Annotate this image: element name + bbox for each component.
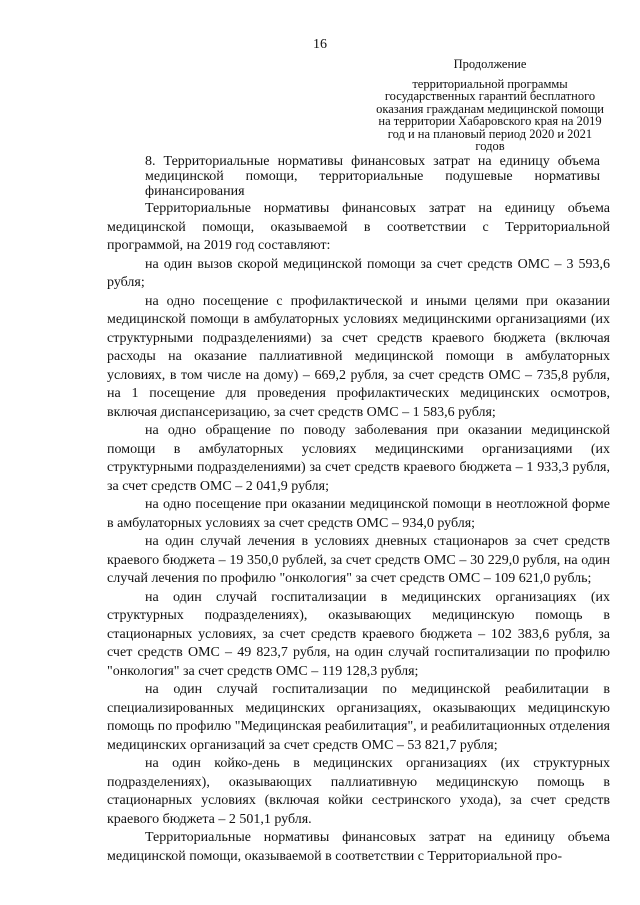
continuation-block [375, 58, 605, 153]
continuation-text: территориальной программы государственных гарантий бесплатного оказания гражданам медицинской помощи на территории Хабаровского края на 2019 год и на плановый период 2020 и 2021 годов [376, 76, 604, 153]
body-text [107, 200, 610, 866]
paragraph: на один койко-день в медицинских организациях (их структурных подразделениях), оказывающих паллиативную медицинскую помощь в стационарных условиях (включая койки сестринского ухода), за счет средств краевого бюджета – 2 501,1 рубля. [107, 756, 610, 827]
paragraph: Территориальные нормативы финансовых затрат на единицу объема медицинской помощи, оказываемой в соответствии с Территориальной программой, на 2019 год составляют: [107, 201, 610, 253]
paragraph: на один вызов скорой медицинской помощи за счет средств ОМС – 3 593,6 рубля; [107, 256, 610, 290]
section-heading: 8. Территориальные нормативы финансовых затрат на единицу объема медицинской помощи, территориальные подушевые нормативы финансирования [145, 154, 600, 199]
paragraph: на одно обращение по поводу заболевания при оказании медицинской помощи в амбулаторных условиях медицинскими организациями (их структурными подразделениями) за счет средств краевого бюджета – 1 933,3 рубля, за счет средств ОМС – 2 041,9 рубля; [107, 423, 610, 494]
paragraph: на один случай госпитализации в медицинских организациях (их структурных подразделениях), оказывающих медицинскую помощь в стационарных условиях, за счет средств краевого бюджета – 102 383,6 рубля, за счет средств ОМС – 49 823,7 рубля, на один случай госпитализации по профилю "онкология" за счет средств ОМС – 119 128,3 рубля; [107, 589, 610, 679]
paragraph: на один случай госпитализации по медицинской реабилитации в специализированных медицинских организациях, оказывающих медицинскую помощь по профилю "Медицинская реабилитация", и реабилитационных отделения медицинских организаций за счет средств ОМС – 53 821,7 рубля; [107, 682, 610, 753]
paragraph: на одно посещение при оказании медицинской помощи в неотложной форме в амбулаторных условиях за счет средств ОМС – 934,0 рубля; [107, 497, 610, 531]
paragraph: Территориальные нормативы финансовых затрат на единицу объема медицинской помощи, оказываемой в соответствии с Территориальной про- [107, 830, 610, 864]
paragraph: на одно посещение с профилактической и иными целями при оказании медицинской помощи в амбулаторных условиях медицинскими организациями (их структурными подразделениями) за счет средств краевого бюджета (включая расходы на оказание паллиативной медицинской помощи в амбулаторных условиях, в том числе на дому) – 669,2 рубля, за счет средств ОМС – 735,8 рубля, на 1 посещение для проведения профилактических медицинских осмотров, включая диспансеризацию, за счет средств ОМС – 1 583,6 рубля; [107, 293, 610, 420]
page-number: 16 [313, 37, 327, 52]
paragraph: на один случай лечения в условиях дневных стационаров за счет средств краевого бюджета – 19 350,0 рублей, за счет средств ОМС – 30 229,0 рубля, на один случай лечения по профилю "онкология" за счет средств ОМС – 109 621,0 рубль; [107, 534, 610, 586]
continuation-label: Продолжение [453, 57, 527, 71]
